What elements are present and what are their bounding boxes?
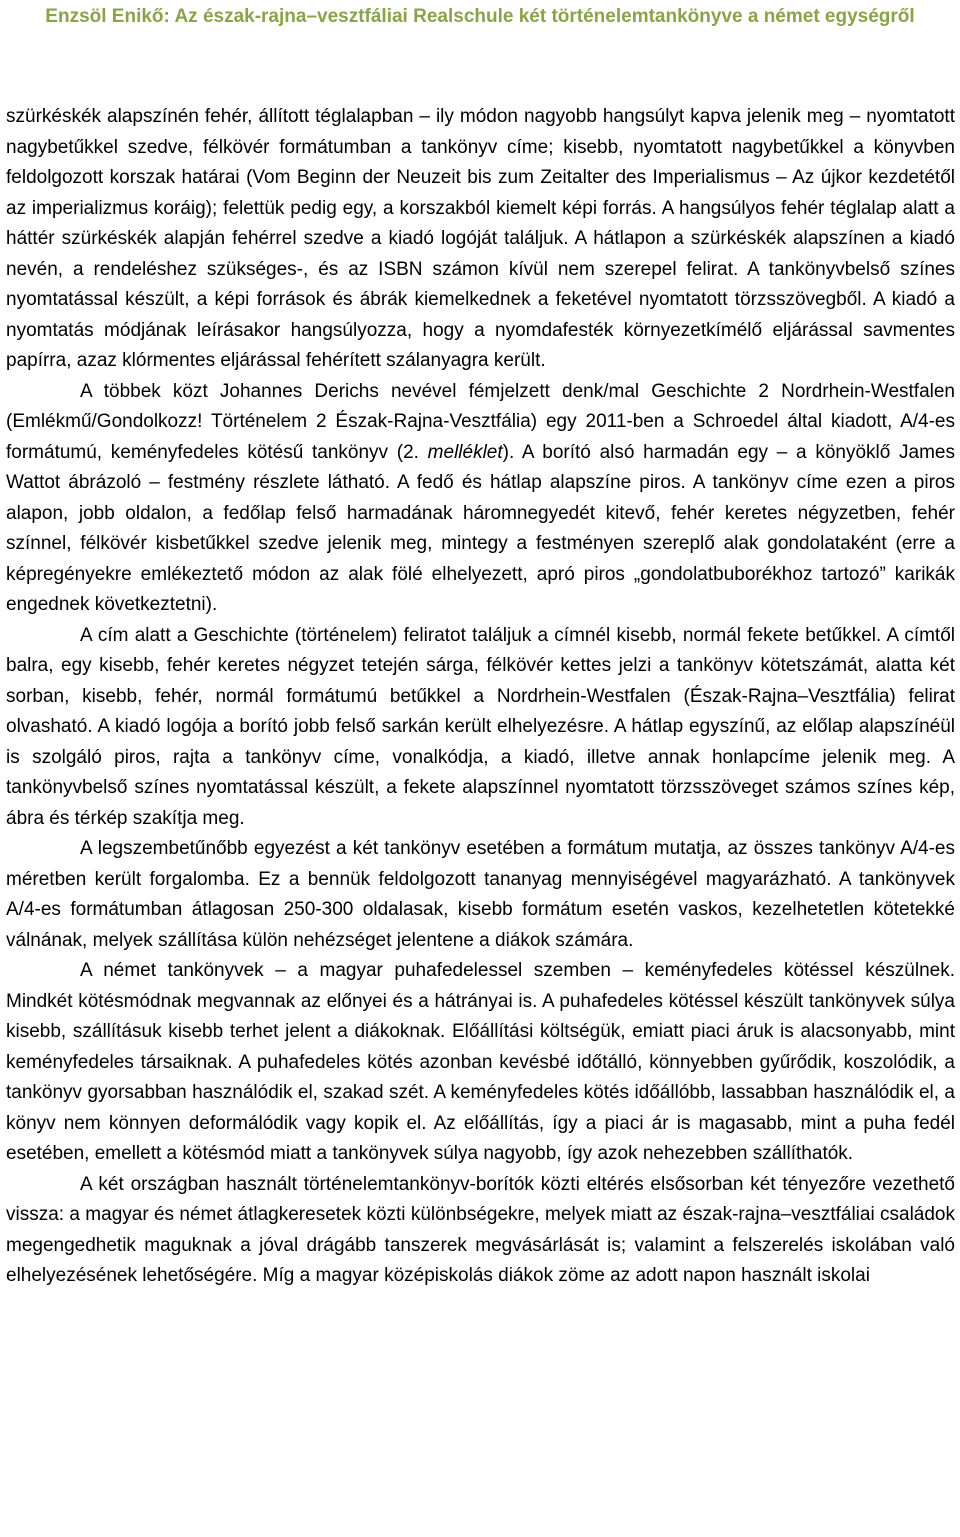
header-title: Enzsöl Enikő: Az észak-rajna–vesztfáliai Realschule két történelemtankönyve a német egységről (45, 6, 915, 27)
paragraph-text: A legszembetűnőbb egyezést a két tankönyv esetében a formátum mutatja, az összes tankönyv A/4-es méretben került forgalomba. Ez a bennük feldolgozott tananyag mennyiségével magyarázható. A tankönyvek A/4-es formátumban átlagosan 250-300 oldalasak, kisebb formátum esetén vaskos, kezelhetetlen kötetekké válnának, melyek szállítása külön nehézséget jelentene a diákok számára. (6, 838, 955, 951)
italic-reference: melléklet (427, 441, 503, 463)
paragraph-text: A két országban használt történelemtankönyv-borítók közti eltérés elsősorban két tényezőre vezethető vissza: a magyar és német átlagkeresetek közti különbségekre, melyek miatt az észak-rajna–vesztfáliai családok megengedhetik maguknak a jóval drágább tanszerek megvásárlását is; valamint a felszerelés iskolában való elhelyezésének lehetőségére. Míg a magyar középiskolás diákok zöme az adott napon használt iskolai (6, 1173, 955, 1286)
paragraph-text: A német tankönyvek – a magyar puhafedelessel szemben – keményfedeles kötéssel készülnek. Mindkét kötésmódnak megvannak az előnyei és a hátrányai is. A puhafedeles kötéssel készült tankönyvek súlya kisebb, szállításuk kisebb terhet jelent a diákoknak. Előállítási költségük, emiatt piaci áruk is alacsonyabb, mint keményfedeles társaiknak. A puhafedeles kötés azonban kevésbé időtálló, könnyebben gyűrődik, koszolódik, a tankönyv gyorsabban használódik el, szakad szét. A keményfedeles kötés időállóbb, lassabban használódik el, a könyv nem könnyen deformálódik vagy kopik el. Az előállítás, így a piaci ár is magasabb, mint a puha fedél esetében, emellett a kötésmód miatt a tankönyvek súlya nagyobb, így azok nehezebben szállíthatók. (6, 960, 955, 1164)
paragraph-2 (6, 377, 955, 621)
running-header (0, 0, 960, 30)
paragraph-text: A cím alatt a Geschichte (történelem) feliratot találjuk a címnél kisebb, normál fekete betűkkel. A címtől balra, egy kisebb, fehér keretes négyzet tetején sárga, félkövér kettes jelzi a tankönyv kötetszámát, alatta két sorban, kisebb, fehér, normál formátumú betűkkel a Nordrhein-Westfalen (Észak-Rajna–Vesztfália) felirat olvasható. A kiadó logója a borító jobb felső sarkán került elhelyezésre. A hátlap egyszínű, az előlap alapszínéül is szolgáló piros, rajta a tankönyv címe, vonalkódja, a kiadó, illetve annak honlapcíme jelenik meg. A tankönyvbelső színes nyomtatással készült, a fekete alapszínnel nyomtatott törzsszöveget számos színes kép, ábra és térkép szakítja meg. (6, 624, 955, 829)
paragraph-4 (6, 834, 955, 956)
paragraph-3 (6, 621, 955, 835)
paragraph-text: szürkéskék alapszínén fehér, állított téglalapban – ily módon nagyobb hangsúlyt kapva jelenik meg – nyomtatott nagybetűkkel szedve, félkövér formátumban a tankönyv címe; kisebb, nyomtatott nagybetűkkel a könyvben feldolgozott korszak határai (Vom Beginn der Neuzeit bis zum Zeitalter des Imperialismus – Az újkor kezdetétől az imperializmus koráig); felettük pedig egy, a korszakból kiemelt képi forrás. A hangsúlyos fehér téglalap alatt a háttér szürkéskék alapján fehérrel szedve a kiadó logóját találjuk. A hátlapon a szürkéskék alapszínen a kiadó nevén, a rendeléshez szükséges-, és az ISBN számon kívül nem szerepel felirat. A tankönyvbelső színes nyomtatással készült, a képi források és ábrák kiemelkednek a feketével nyomtatott törzsszövegből. A kiadó a nyomtatás módjának leírásakor hangsúlyozza, hogy a nyomdafesték környezetkímélő eljárással savmentes papírra, azaz klórmentes eljárással fehérített szálanyagra került. (6, 106, 955, 371)
paragraph-text-continued: ). A borító alsó harmadán egy – a könyöklő James Wattot ábrázoló – festmény részlete látható. A fedő és hátlap alapszíne piros. A tankönyv címe ezen a piros alapon, jobb oldalon, a fedőlap felső harmadának háromnegyedét kitevő, fehér keretes négyzetben, fehér színnel, félkövér kisbetűkkel szedve jelenik meg, mintegy a festményen szereplő alak gondolataként (erre a képregényekre emlékeztető módon az alak fölé elhelyezett, apró piros „gondolatbuborékhoz tartozó” karikák engednek következtetni). (6, 441, 955, 615)
paragraph-1 (6, 102, 955, 377)
document-body (6, 102, 955, 1292)
paragraph-5 (6, 956, 955, 1170)
paragraph-6 (6, 1170, 955, 1292)
paragraph-text: A többek közt Johannes Derichs nevével fémjelzett denk/mal Geschichte 2 Nordrhein-Westfalen (Emlékmű/Gondolkozz! Történelem 2 Észak-Rajna-Vesztfália) egy 2011-ben a Schroedel által kiadott, A/4-es formátumú, keményfedeles kötésű tankönyv (2. (6, 380, 955, 463)
